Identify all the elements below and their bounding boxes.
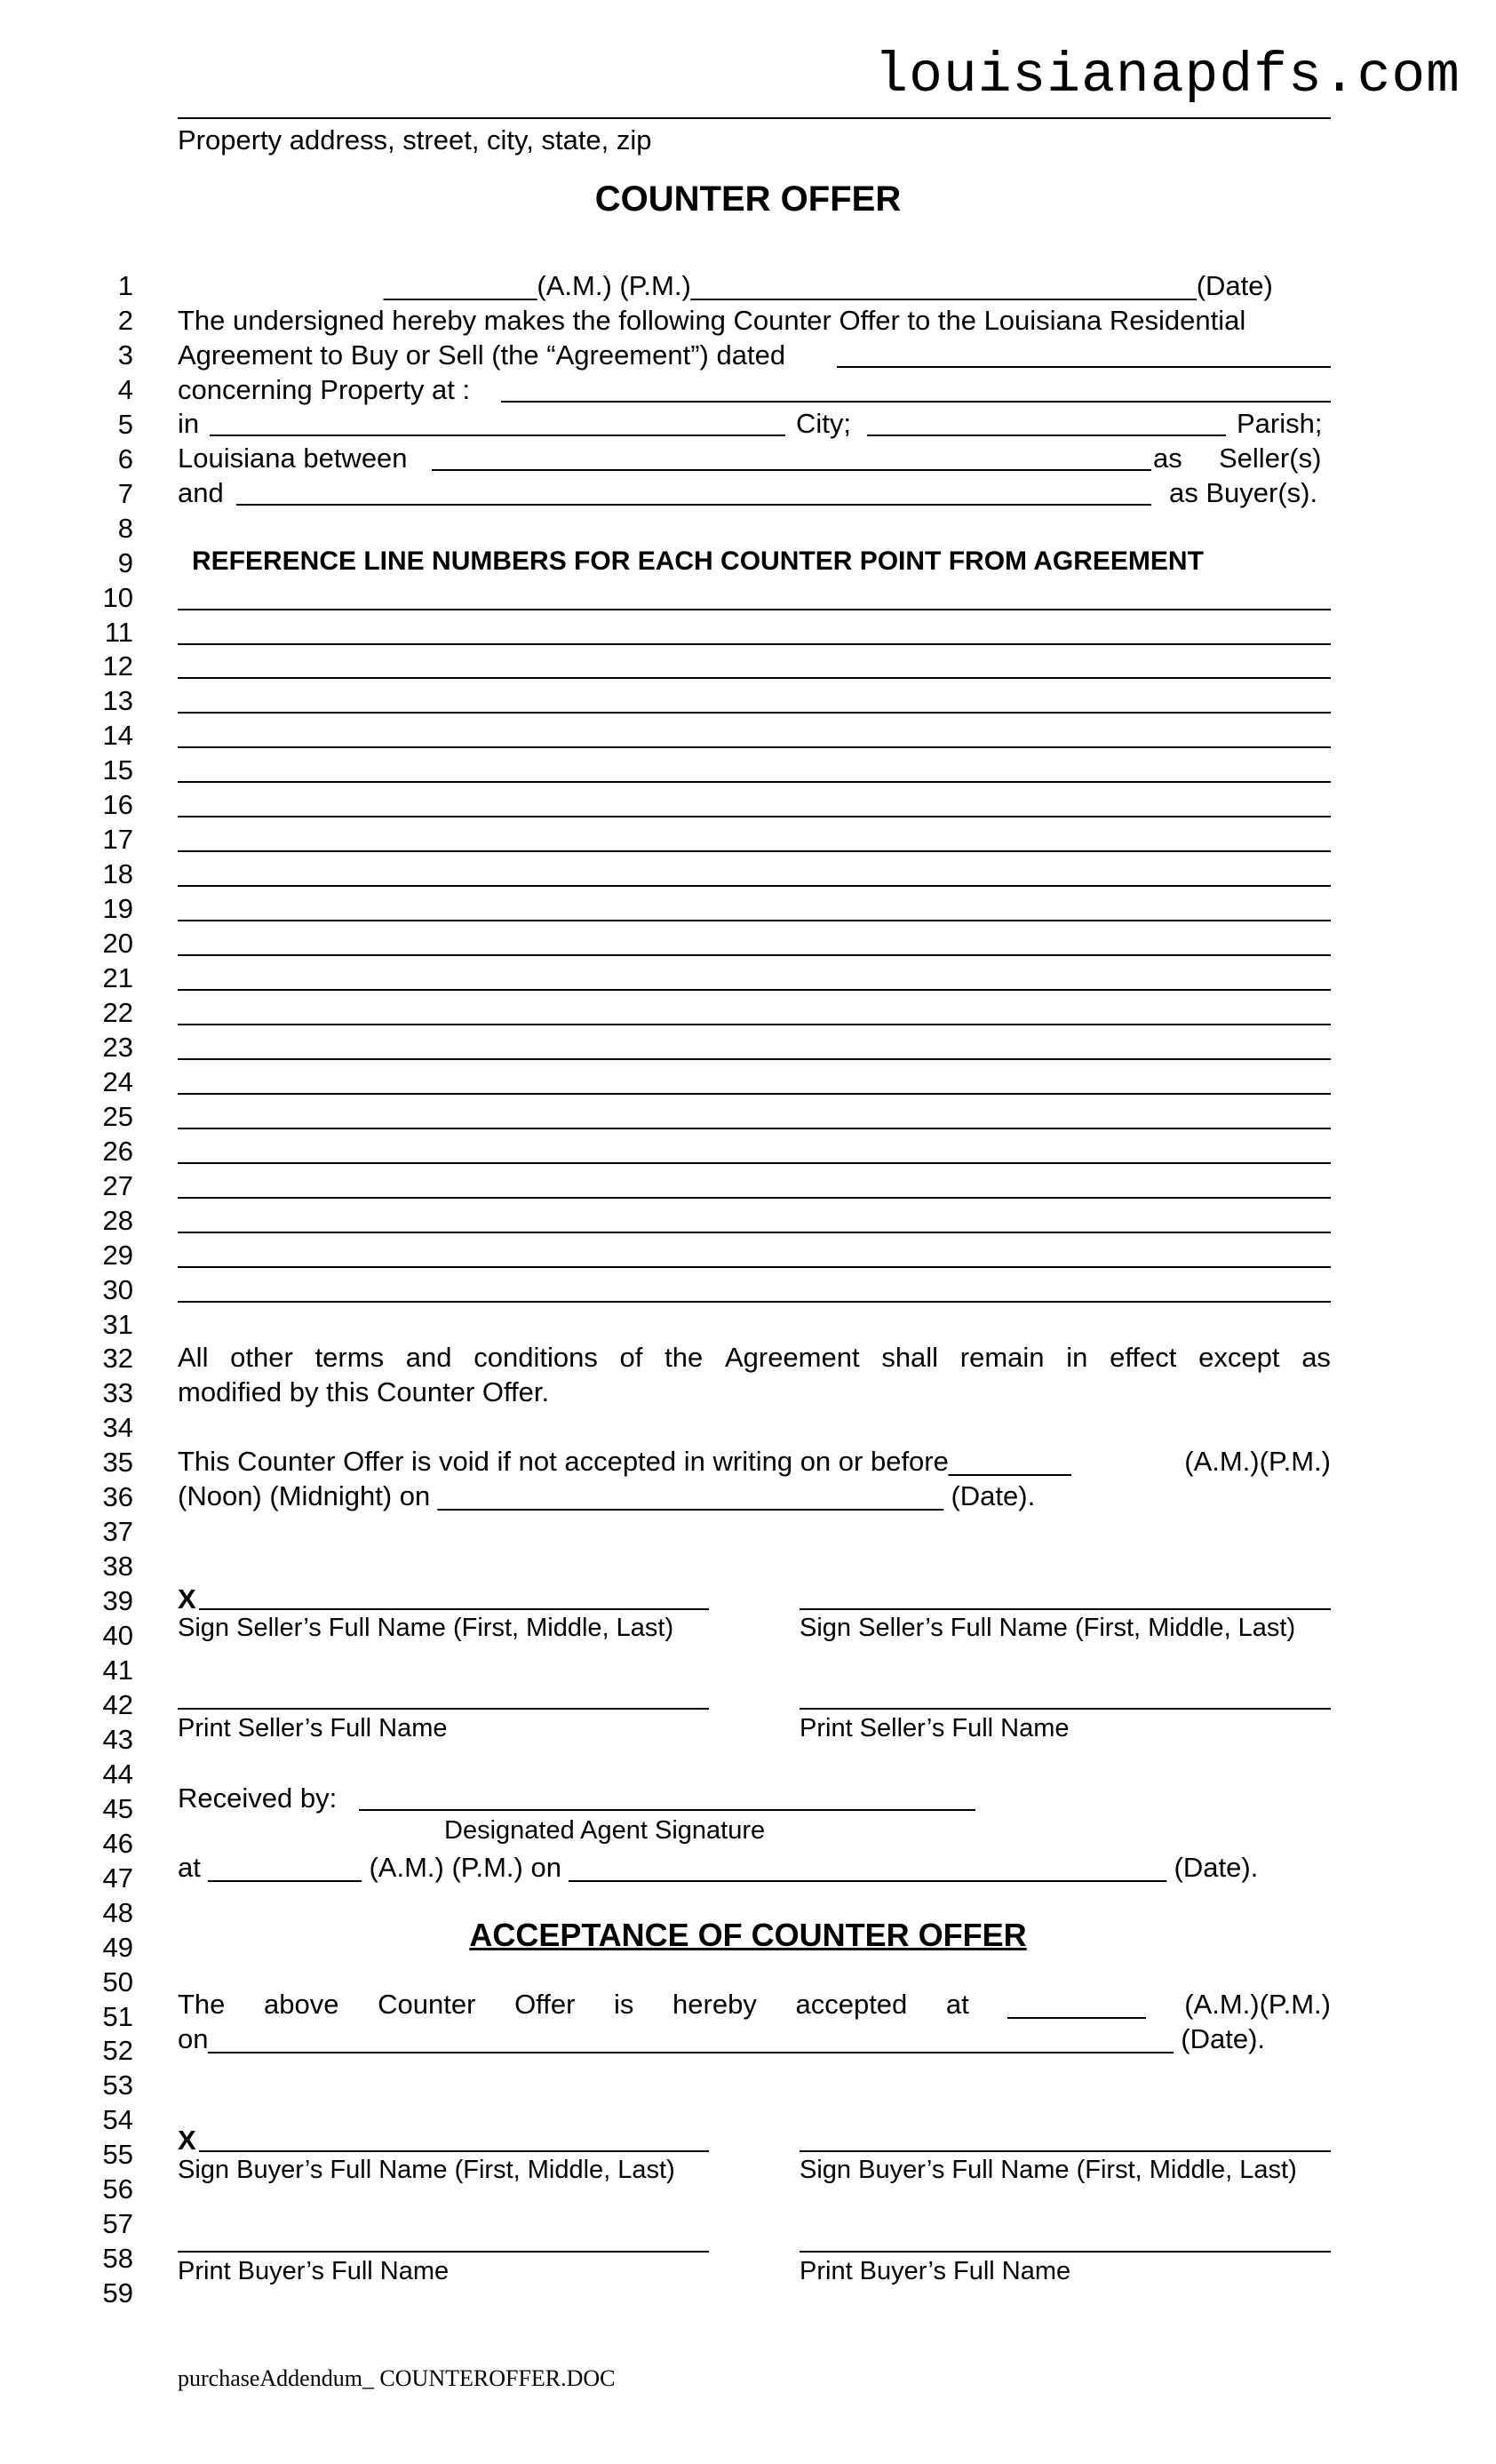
line-number: 45 xyxy=(102,1792,133,1824)
line-number: 11 xyxy=(104,616,133,648)
word: (A.M.)(P.M.) xyxy=(1184,1989,1331,2020)
seller-print-right-label: Print Seller’s Full Name xyxy=(800,1714,1070,1742)
reference-line-field[interactable] xyxy=(178,920,1331,921)
line-number: 44 xyxy=(102,1758,133,1790)
property-field[interactable] xyxy=(501,401,1331,403)
word: except xyxy=(1198,1342,1280,1373)
word: _________ xyxy=(1007,1989,1146,2020)
buyer-print-left[interactable] xyxy=(178,2251,709,2253)
reference-line-field[interactable] xyxy=(178,1128,1331,1129)
parish-label: Parish; xyxy=(1237,408,1323,439)
reference-line-field[interactable] xyxy=(178,712,1331,714)
acceptance-heading: ACCEPTANCE OF COUNTER OFFER xyxy=(469,1917,1027,1953)
terms-line-33: modified by this Counter Offer. xyxy=(178,1376,550,1407)
line-number: 2 xyxy=(117,304,133,336)
reference-line-field[interactable] xyxy=(178,1197,1331,1199)
word: of xyxy=(619,1342,643,1373)
terms-line-32 xyxy=(178,1344,1331,1371)
line-number: 26 xyxy=(102,1135,133,1167)
line-number: 23 xyxy=(102,1031,133,1063)
reference-line-field[interactable] xyxy=(178,816,1331,817)
reference-line-field[interactable] xyxy=(178,1232,1331,1233)
line-number: 38 xyxy=(102,1551,133,1583)
agreement-dated-label: Agreement to Buy or Sell (the “Agreement”) dated xyxy=(178,339,786,371)
seller-print-left[interactable] xyxy=(178,1708,709,1710)
line-number: 35 xyxy=(102,1447,133,1479)
word: conditions xyxy=(473,1342,598,1373)
line-number: 22 xyxy=(102,996,133,1028)
buyer-sign-left-label: Sign Buyer’s Full Name (First, Middle, Last) xyxy=(178,2156,675,2184)
word: All xyxy=(178,1342,209,1373)
word: above xyxy=(264,1989,339,2020)
line-number: 48 xyxy=(102,1896,133,1928)
line-number: 12 xyxy=(102,650,133,682)
line-number: 30 xyxy=(102,1273,133,1305)
and-label: and xyxy=(178,477,224,508)
as-label: as xyxy=(1153,443,1182,474)
line-number: 8 xyxy=(117,512,133,544)
agreement-date-field[interactable] xyxy=(837,366,1331,368)
reference-line-field[interactable] xyxy=(178,643,1331,645)
line-number: 54 xyxy=(102,2104,133,2136)
line-number: 41 xyxy=(102,1655,133,1686)
buyer-sign-right-label: Sign Buyer’s Full Name (First, Middle, Last) xyxy=(800,2156,1297,2184)
word: hereby xyxy=(672,1989,757,2020)
line-number: 47 xyxy=(102,1862,133,1894)
louisiana-between-label: Louisiana between xyxy=(178,443,408,474)
footer-filename: purchaseAddendum_ COUNTEROFFER.DOC xyxy=(178,2365,616,2391)
line-number: 9 xyxy=(117,546,133,578)
word: accepted xyxy=(795,1989,908,2020)
line-number: 32 xyxy=(102,1343,133,1375)
reference-line-field[interactable] xyxy=(178,1024,1331,1025)
line-number: 59 xyxy=(102,2277,133,2309)
page-title: COUNTER OFFER xyxy=(594,179,902,219)
reference-line-field[interactable] xyxy=(178,954,1331,956)
word: at xyxy=(945,1989,969,2020)
acceptance-line-51[interactable] xyxy=(178,1990,1331,2018)
line-number: 3 xyxy=(117,339,133,371)
buyer-signature-right[interactable] xyxy=(800,2150,1331,2152)
line-number: 17 xyxy=(102,824,133,856)
buyer-print-right-label: Print Buyer’s Full Name xyxy=(800,2257,1071,2285)
buyer-print-left-label: Print Buyer’s Full Name xyxy=(178,2257,450,2285)
reference-line-field[interactable] xyxy=(178,1301,1331,1303)
word: Agreement xyxy=(724,1342,860,1373)
word: is xyxy=(614,1989,634,2020)
agent-signature-field[interactable] xyxy=(359,1809,975,1811)
line-number: 36 xyxy=(102,1481,133,1513)
city-label: City; xyxy=(796,408,851,439)
word: and xyxy=(405,1342,452,1373)
line-number: 56 xyxy=(102,2173,133,2205)
line-number: 31 xyxy=(102,1308,133,1340)
word: The xyxy=(178,1989,226,2020)
word: terms xyxy=(314,1342,385,1373)
word: remain xyxy=(959,1342,1045,1373)
property-address-line[interactable] xyxy=(178,117,1331,119)
seller-sign-right-label: Sign Seller’s Full Name (First, Middle, Last) xyxy=(800,1614,1296,1642)
line-number: 28 xyxy=(102,1204,133,1236)
reference-line-field[interactable] xyxy=(178,989,1331,991)
line-number: 57 xyxy=(102,2208,133,2240)
line-number: 42 xyxy=(102,1688,133,1720)
received-at-line[interactable]: at __________ (A.M.) (P.M.) on _______________________________________ (Date). xyxy=(178,1852,1259,1883)
void-ampm-label: (A.M.)(P.M.) xyxy=(1184,1446,1331,1477)
line-number: 55 xyxy=(102,2139,133,2171)
time-date-line[interactable]: __________(A.M.) (P.M.)_________________________________(Date) xyxy=(384,270,1273,301)
watermark: louisianapdfs.com xyxy=(874,44,1460,108)
reference-line-field[interactable] xyxy=(178,1266,1331,1268)
line-number: 5 xyxy=(117,408,133,440)
seller-print-left-label: Print Seller’s Full Name xyxy=(178,1714,448,1742)
agent-signature-caption: Designated Agent Signature xyxy=(444,1816,766,1845)
line-number: 46 xyxy=(102,1827,133,1859)
property-at-label: concerning Property at : xyxy=(178,374,471,405)
line-number: 7 xyxy=(117,477,133,509)
line-number: 14 xyxy=(102,720,133,752)
line-number: 52 xyxy=(102,2035,133,2067)
seller-signature-left[interactable] xyxy=(199,1608,709,1610)
reference-line-field[interactable] xyxy=(178,677,1331,679)
line-number: 6 xyxy=(117,443,133,474)
seller-names-field[interactable] xyxy=(432,469,1151,471)
seller-sign-left-label: Sign Seller’s Full Name (First, Middle, Last) xyxy=(178,1614,674,1642)
reference-line-field[interactable] xyxy=(178,1058,1331,1060)
reference-line-field[interactable] xyxy=(178,850,1331,852)
line-number: 20 xyxy=(102,928,133,960)
line-number: 18 xyxy=(102,858,133,890)
void-deadline-line[interactable]: This Counter Offer is void if not accepted in writing on or before________ xyxy=(178,1446,1071,1477)
in-label: in xyxy=(178,408,200,439)
word: as xyxy=(1301,1342,1331,1373)
line-number: 1 xyxy=(117,270,133,301)
line-number: 13 xyxy=(102,685,133,717)
word: Counter xyxy=(378,1989,476,2020)
seller-print-right[interactable] xyxy=(800,1708,1331,1710)
line-number: 33 xyxy=(102,1377,133,1409)
word: the xyxy=(664,1342,704,1373)
line-number: 34 xyxy=(102,1412,133,1444)
reference-line-field[interactable] xyxy=(178,1162,1331,1164)
seller-signature-right[interactable] xyxy=(800,1608,1331,1610)
line-number: 51 xyxy=(102,2000,133,2032)
parish-field[interactable] xyxy=(867,435,1226,436)
as-buyers-label: as Buyer(s). xyxy=(1169,477,1318,508)
line-number: 37 xyxy=(102,1516,133,1548)
line-number: 15 xyxy=(102,754,133,786)
line-number: 40 xyxy=(102,1620,133,1652)
line-number: 50 xyxy=(102,1966,133,1998)
reference-line-field[interactable] xyxy=(178,1093,1331,1095)
line-number: 21 xyxy=(102,962,133,993)
seller-x-mark: X xyxy=(178,1583,196,1615)
line-number: 49 xyxy=(102,1931,133,1963)
line-number: 39 xyxy=(102,1585,133,1617)
buyer-print-right[interactable] xyxy=(800,2251,1331,2253)
intro-line-2: The undersigned hereby makes the following Counter Offer to the Louisiana Residential xyxy=(178,305,1246,336)
line-number: 10 xyxy=(102,581,133,613)
buyer-x-mark: X xyxy=(178,2125,196,2156)
line-number: 27 xyxy=(102,1169,133,1201)
reference-line-field[interactable] xyxy=(178,746,1331,748)
buyer-signature-left[interactable] xyxy=(199,2150,709,2152)
word: effect xyxy=(1110,1342,1177,1373)
property-address-label: Property address, street, city, state, zip xyxy=(178,124,652,155)
acceptance-date-line[interactable]: on_______________________________________________________________ (Date). xyxy=(178,2023,1266,2054)
line-number: 25 xyxy=(102,1100,133,1132)
word: Offer xyxy=(514,1989,576,2020)
line-number: 43 xyxy=(102,1723,133,1755)
received-by-label: Received by: xyxy=(178,1782,338,1814)
reference-heading: REFERENCE LINE NUMBERS FOR EACH COUNTER POINT FROM AGREEMENT xyxy=(192,546,1204,576)
buyer-names-field[interactable] xyxy=(236,504,1151,506)
line-number: 53 xyxy=(102,2069,133,2101)
line-number: 29 xyxy=(102,1239,133,1271)
reference-line-field[interactable] xyxy=(178,609,1331,610)
word: in xyxy=(1066,1342,1088,1373)
word: shall xyxy=(881,1342,939,1373)
reference-line-field[interactable] xyxy=(178,781,1331,783)
sellers-label: Seller(s) xyxy=(1219,443,1322,474)
line-number: 58 xyxy=(102,2243,133,2275)
line-number: 4 xyxy=(117,373,133,405)
line-number: 16 xyxy=(102,789,133,821)
line-number: 19 xyxy=(102,893,133,925)
void-date-line[interactable]: (Noon) (Midnight) on _________________________________ (Date). xyxy=(178,1480,1036,1511)
word: other xyxy=(230,1342,293,1373)
city-field[interactable] xyxy=(210,435,785,436)
line-number: 24 xyxy=(102,1065,133,1097)
reference-line-field[interactable] xyxy=(178,885,1331,887)
